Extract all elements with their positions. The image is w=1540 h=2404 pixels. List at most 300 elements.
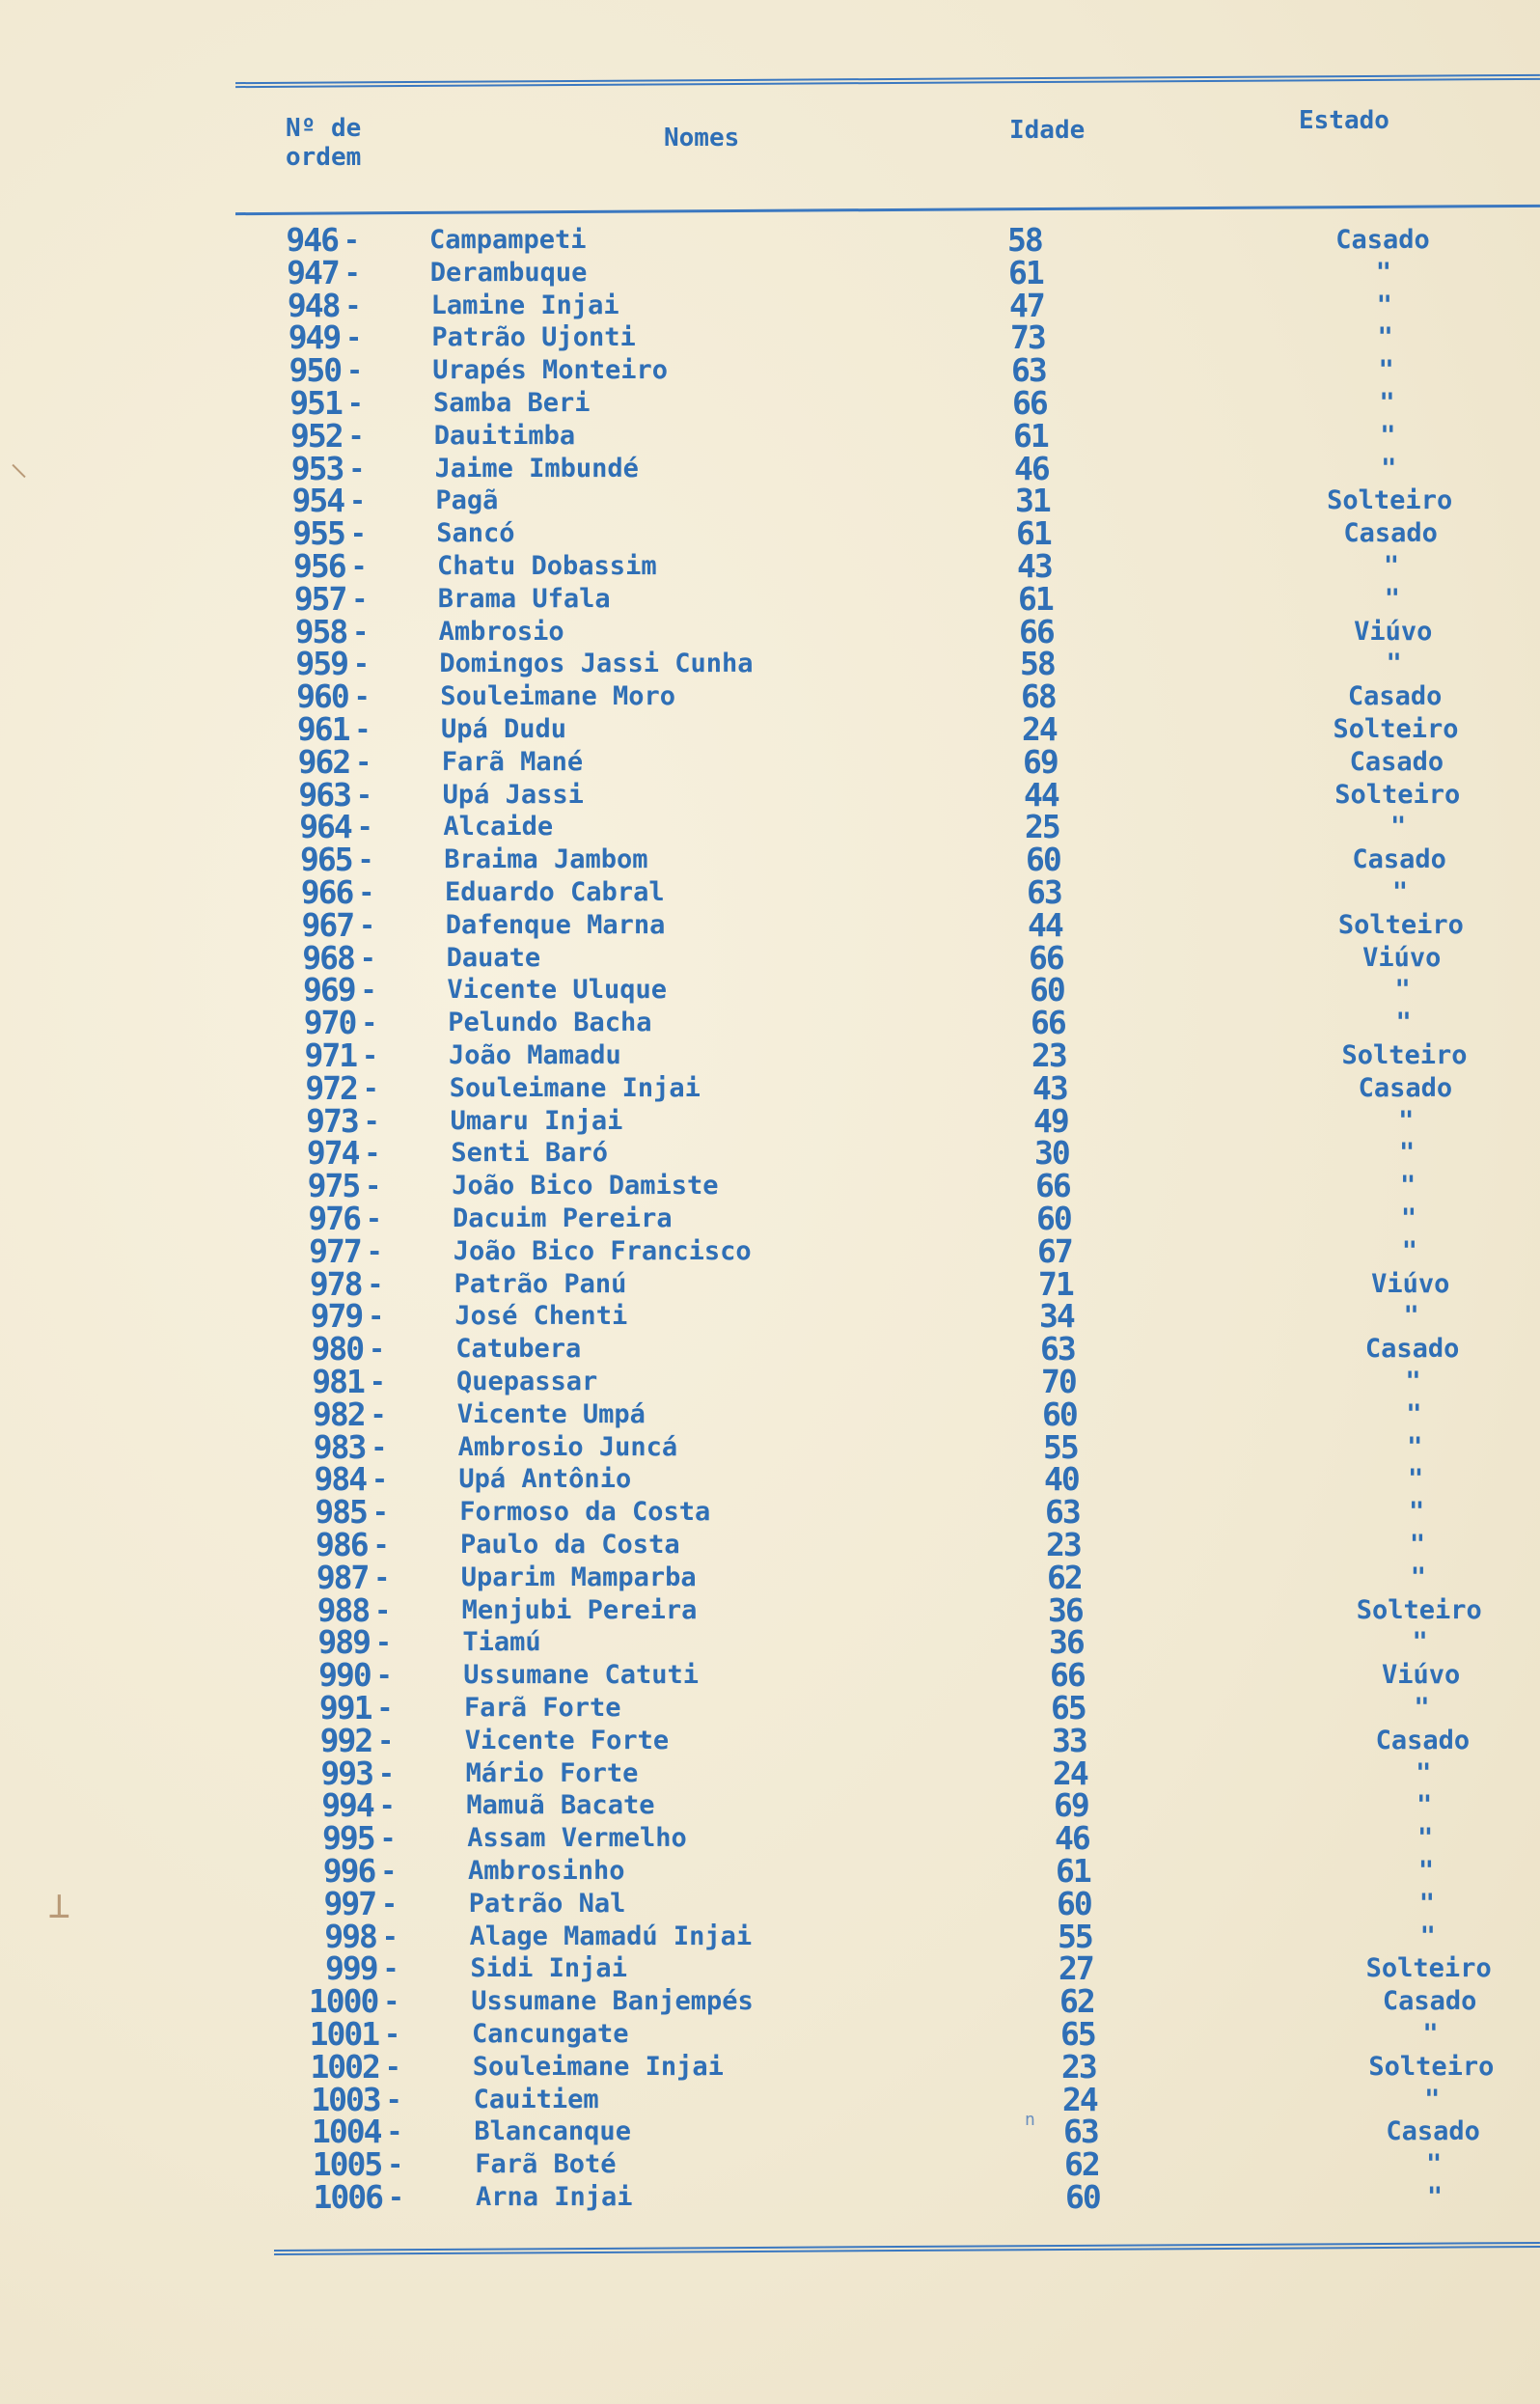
separator-dash: - <box>344 256 361 289</box>
separator-dash: - <box>360 974 377 1007</box>
separator-dash: - <box>380 1855 398 1887</box>
table-row <box>0 1427 1540 1466</box>
table-row <box>0 286 1540 324</box>
separator-dash: - <box>375 1659 393 1692</box>
separator-dash: - <box>377 1724 395 1756</box>
separator-dash: - <box>344 224 360 256</box>
table-row <box>0 1330 1540 1368</box>
marital-status: " <box>1375 257 1392 288</box>
person-name: Dauate <box>446 942 541 973</box>
table-row <box>0 1004 1540 1042</box>
separator-dash: - <box>362 1071 379 1104</box>
separator-dash: - <box>349 484 366 517</box>
separator-dash: - <box>352 615 370 648</box>
person-name: José Chenti <box>454 1301 628 1332</box>
marital-status: " <box>1422 2019 1439 2049</box>
person-age: 24 <box>1022 710 1057 748</box>
person-age: 61 <box>1008 253 1043 291</box>
person-age: 44 <box>1024 775 1059 814</box>
marital-status: " <box>1384 583 1401 614</box>
person-name: Assam Vermelho <box>467 1823 687 1854</box>
table-row <box>0 1134 1540 1173</box>
table-row <box>0 1264 1540 1303</box>
person-name: Farã Boté <box>475 2149 617 2180</box>
table-row <box>0 221 1540 259</box>
person-name: Alcaide <box>443 812 554 843</box>
table-row <box>0 1101 1540 1140</box>
marital-status: Solteiro <box>1368 2051 1495 2082</box>
marital-status: " <box>1416 1823 1434 1854</box>
separator-dash: - <box>379 1822 397 1855</box>
order-number: 993 <box>320 1754 373 1792</box>
marital-status: " <box>1407 1431 1423 1462</box>
order-number: 948 <box>287 286 340 324</box>
person-age: 25 <box>1025 808 1059 846</box>
person-name: Cancungate <box>472 2019 629 2049</box>
person-age: 66 <box>1029 938 1063 977</box>
separator-dash: - <box>378 1789 396 1822</box>
order-number: 965 <box>299 841 352 879</box>
person-age: 63 <box>1027 873 1061 911</box>
marital-status: " <box>1394 975 1411 1006</box>
person-name: Samba Beri <box>433 388 591 418</box>
marital-status: " <box>1416 1790 1433 1821</box>
order-number: 1000 <box>308 1982 378 2021</box>
table-row <box>0 1884 1540 1922</box>
person-name: Patrão Ujonti <box>431 322 636 353</box>
person-age: 69 <box>1054 1786 1088 1825</box>
person-age: 63 <box>1063 2113 1098 2151</box>
person-name: Sidi Injai <box>470 1953 627 1984</box>
person-age: 46 <box>1014 449 1049 487</box>
table-row <box>0 1819 1540 1858</box>
person-age: 71 <box>1038 1264 1073 1303</box>
separator-dash: - <box>387 2148 404 2181</box>
table-row <box>0 579 1540 618</box>
order-number: 980 <box>311 1330 364 1368</box>
marital-status: " <box>1390 812 1407 843</box>
person-name: Ussumane Banjempés <box>471 1986 754 2017</box>
table-row <box>0 2080 1540 2118</box>
table-row <box>0 1656 1540 1695</box>
person-name: Mário Forte <box>465 1757 639 1788</box>
order-number: 1003 <box>311 2080 380 2118</box>
person-name: Urapés Monteiro <box>432 355 669 386</box>
table-row <box>0 547 1540 585</box>
order-number: 970 <box>303 1004 356 1042</box>
marital-status: " <box>1410 1561 1427 1592</box>
person-age: 43 <box>1032 1068 1067 1107</box>
table-row <box>0 351 1540 390</box>
paper-mark-top: ⸜ <box>10 441 29 484</box>
marital-status: Solteiro <box>1327 485 1453 516</box>
separator-dash: - <box>356 811 373 843</box>
separator-dash: - <box>370 1397 387 1430</box>
table-row <box>0 384 1540 422</box>
table-row <box>0 2015 1540 2053</box>
separator-dash: - <box>383 1985 400 2018</box>
header-nomes: Nomes <box>664 124 740 152</box>
table-row <box>0 808 1540 846</box>
order-number: 991 <box>318 1689 371 1727</box>
person-age: 30 <box>1034 1134 1069 1173</box>
table-row <box>0 1526 1540 1563</box>
person-age: 55 <box>1058 1917 1092 1955</box>
person-name: Sancó <box>436 518 515 549</box>
separator-dash: - <box>384 2050 401 2083</box>
marital-status: " <box>1376 290 1392 320</box>
person-age: 67 <box>1037 1231 1072 1270</box>
order-number: 987 <box>316 1558 369 1596</box>
person-age: 49 <box>1033 1101 1068 1140</box>
marital-status: " <box>1386 649 1402 679</box>
person-name: Vicente Uluque <box>447 975 667 1006</box>
order-number: 978 <box>309 1264 362 1303</box>
order-number: 953 <box>290 449 344 487</box>
marital-status: Solteiro <box>1337 909 1464 940</box>
marital-status: Solteiro <box>1341 1040 1468 1070</box>
person-age: 24 <box>1053 1754 1087 1792</box>
marital-status: Viúvo <box>1371 1268 1450 1299</box>
marital-status: " <box>1409 1530 1426 1560</box>
table-row <box>0 1590 1540 1629</box>
person-name: Pelundo Bacha <box>448 1008 652 1038</box>
person-name: Dauitimba <box>433 420 576 451</box>
person-name: Ambrosinho <box>468 1856 625 1886</box>
table-row <box>0 1167 1540 1205</box>
order-number: 974 <box>306 1134 359 1173</box>
order-number: 969 <box>303 971 355 1009</box>
marital-status: " <box>1412 1627 1428 1658</box>
table-row <box>0 318 1540 357</box>
separator-dash: - <box>374 1626 392 1659</box>
order-number: 994 <box>321 1786 373 1825</box>
table-row <box>0 742 1540 781</box>
separator-dash: - <box>381 1920 399 1952</box>
person-age: 73 <box>1010 318 1045 357</box>
order-number: 1002 <box>310 2047 379 2086</box>
order-number: 951 <box>289 384 342 422</box>
separator-dash: - <box>371 1496 389 1529</box>
order-number: 956 <box>293 547 345 585</box>
table-row <box>0 482 1540 520</box>
person-name: Braima Jambom <box>444 844 648 875</box>
marital-status: Casado <box>1343 518 1438 549</box>
person-name: Patrão Nal <box>468 1888 626 1919</box>
marital-status: " <box>1401 1235 1418 1266</box>
marital-status: " <box>1424 2084 1441 2114</box>
person-name: Jaime Imbundé <box>434 453 639 484</box>
order-number: 947 <box>287 253 339 291</box>
order-number: 983 <box>313 1427 366 1466</box>
marital-status: Solteiro <box>1333 714 1459 744</box>
separator-dash: - <box>357 843 374 876</box>
person-age: 40 <box>1044 1460 1079 1499</box>
order-number: 946 <box>286 221 338 259</box>
separator-dash: - <box>385 2083 402 2115</box>
separator-dash: - <box>384 2018 401 2050</box>
order-number: 950 <box>289 351 342 390</box>
order-number: 959 <box>295 645 347 683</box>
person-age: 66 <box>1019 612 1054 650</box>
person-age: 33 <box>1052 1721 1086 1759</box>
marital-status: Casado <box>1347 681 1443 712</box>
marital-status: " <box>1406 1398 1422 1429</box>
order-number: 999 <box>325 1949 377 1988</box>
separator-dash: - <box>364 1137 381 1170</box>
order-number: 976 <box>308 1200 360 1237</box>
table-row <box>0 1363 1540 1400</box>
order-number: 972 <box>305 1068 357 1107</box>
order-number: 996 <box>322 1852 375 1890</box>
separator-dash: - <box>369 1366 386 1397</box>
order-number: 992 <box>319 1721 372 1759</box>
order-number: 988 <box>316 1590 370 1629</box>
marital-status: Casado <box>1358 1072 1453 1103</box>
marital-status: " <box>1395 1008 1412 1038</box>
person-name: Tiamú <box>462 1627 541 1658</box>
table-row <box>0 677 1540 716</box>
table-row <box>0 775 1540 814</box>
person-age: 62 <box>1064 2145 1099 2184</box>
separator-dash: - <box>349 517 367 550</box>
separator-dash: - <box>386 2115 403 2148</box>
table-row <box>0 841 1540 879</box>
person-age: 61 <box>1013 416 1048 455</box>
table-row <box>0 1689 1540 1727</box>
person-age: 23 <box>1031 1036 1066 1074</box>
order-number: 958 <box>294 612 347 650</box>
separator-dash: - <box>352 648 370 680</box>
marital-status: " <box>1405 1367 1421 1396</box>
order-number: 971 <box>304 1036 357 1074</box>
person-age: 60 <box>1030 971 1064 1009</box>
table-row <box>0 253 1540 291</box>
table-row <box>0 2145 1540 2184</box>
person-name: Pagã <box>435 485 499 516</box>
header-idade: Idade <box>1009 116 1086 145</box>
person-age: 44 <box>1028 905 1062 944</box>
marital-status: Casado <box>1386 2116 1480 2147</box>
person-name: Ambrosio <box>438 616 564 647</box>
person-name: Paulo da Costa <box>460 1530 680 1560</box>
person-name: Menjubi Pereira <box>461 1594 698 1625</box>
separator-dash: - <box>361 1007 378 1039</box>
person-age: 63 <box>1045 1493 1080 1532</box>
separator-dash: - <box>374 1593 392 1626</box>
table-row <box>0 938 1540 977</box>
person-name: Souleimane Moro <box>440 681 676 712</box>
marital-status: " <box>1419 1920 1436 1951</box>
table-row <box>0 1297 1540 1336</box>
separator-dash: - <box>368 1300 385 1333</box>
separator-dash: - <box>348 452 366 484</box>
person-name: Blancanque <box>474 2116 631 2147</box>
person-age: 68 <box>1021 677 1056 716</box>
person-age: 47 <box>1009 286 1044 324</box>
order-number: 975 <box>307 1167 360 1205</box>
order-number: 977 <box>309 1231 361 1270</box>
table-row <box>0 645 1540 683</box>
person-name: Catubera <box>455 1334 582 1365</box>
table-row <box>0 1721 1540 1759</box>
table-row <box>0 514 1540 553</box>
person-age: 61 <box>1018 579 1053 618</box>
person-name: Patrão Panú <box>454 1268 627 1299</box>
marital-status: Casado <box>1382 1986 1477 2017</box>
table-row <box>0 416 1540 455</box>
person-age: 34 <box>1039 1297 1074 1336</box>
person-age: 24 <box>1062 2080 1097 2118</box>
person-name: João Bico Francisco <box>453 1235 752 1266</box>
order-number: 1001 <box>309 2015 379 2053</box>
person-age: 60 <box>1065 2178 1100 2216</box>
person-age: 46 <box>1055 1819 1089 1858</box>
person-age: 69 <box>1023 742 1058 781</box>
order-number: 1006 <box>313 2178 382 2216</box>
paper-mark-bottom: ⊥ <box>48 1884 70 1926</box>
person-name: Vicente Forte <box>464 1725 670 1755</box>
person-age: 61 <box>1016 514 1051 553</box>
person-name: Souleimane Injai <box>472 2051 724 2082</box>
marital-status: " <box>1377 322 1393 353</box>
header-ordem: Nº de ordem <box>286 114 362 172</box>
order-number: 989 <box>317 1623 370 1662</box>
separator-dash: - <box>353 680 371 713</box>
marital-status: " <box>1408 1497 1425 1528</box>
separator-dash: - <box>363 1104 380 1137</box>
table-row <box>0 2113 1540 2151</box>
separator-dash: - <box>381 1887 398 1920</box>
marital-status: " <box>1400 1203 1417 1233</box>
table-row <box>0 2178 1540 2216</box>
order-number: 963 <box>298 775 351 814</box>
separator-dash: - <box>351 582 369 615</box>
table-row <box>0 873 1540 911</box>
person-age: 60 <box>1042 1395 1077 1433</box>
order-number: 973 <box>306 1101 358 1140</box>
person-age: 62 <box>1047 1558 1082 1596</box>
person-age: 66 <box>1035 1167 1070 1205</box>
person-name: Lamine Injai <box>430 290 619 320</box>
person-age: 43 <box>1017 547 1052 585</box>
table-row <box>0 1493 1540 1532</box>
table-row <box>0 710 1540 748</box>
order-number: 968 <box>302 938 354 977</box>
marital-status: " <box>1380 420 1396 451</box>
separator-dash: - <box>355 745 372 778</box>
marital-status: " <box>1383 551 1400 581</box>
separator-dash: - <box>373 1561 391 1593</box>
order-number: 985 <box>315 1493 367 1532</box>
separator-dash: - <box>346 354 363 387</box>
order-number: 979 <box>310 1297 363 1336</box>
person-age: 58 <box>1007 221 1042 259</box>
table-row <box>0 1231 1540 1270</box>
person-age: 60 <box>1036 1200 1071 1237</box>
table-row <box>0 1395 1540 1433</box>
separator-dash: - <box>366 1202 382 1234</box>
separator-dash: - <box>345 321 363 354</box>
order-number: 982 <box>312 1395 365 1433</box>
person-name: João Bico Damiste <box>452 1171 719 1202</box>
person-name: Upá Antônio <box>458 1464 632 1495</box>
person-age: 66 <box>1031 1004 1065 1042</box>
person-age: 36 <box>1049 1623 1084 1662</box>
person-age: 62 <box>1059 1982 1094 2021</box>
marital-status: " <box>1414 1693 1430 1723</box>
marital-status: " <box>1417 1856 1435 1886</box>
person-age: 61 <box>1056 1852 1090 1890</box>
person-name: João Mamadu <box>449 1040 621 1070</box>
table-row <box>0 1852 1540 1890</box>
person-name: Farã Mané <box>441 746 584 777</box>
separator-dash: - <box>344 289 362 321</box>
person-age: 65 <box>1060 2015 1095 2053</box>
person-name: Cauitiem <box>473 2084 599 2114</box>
order-number: 954 <box>291 482 344 520</box>
separator-dash: - <box>365 1170 382 1202</box>
marital-status: " <box>1408 1464 1424 1495</box>
person-age: 63 <box>1011 351 1046 390</box>
marital-status: " <box>1426 2182 1444 2212</box>
marital-status: " <box>1381 453 1397 484</box>
table-row <box>0 612 1540 650</box>
marital-status: " <box>1391 877 1409 907</box>
stray-mark: n <box>1025 2110 1035 2130</box>
table-row <box>0 1786 1540 1825</box>
person-age: 58 <box>1020 645 1055 683</box>
marital-status: Solteiro <box>1334 779 1461 810</box>
marital-status: " <box>1399 1138 1416 1169</box>
order-number: 995 <box>321 1819 374 1858</box>
marital-status: " <box>1379 388 1395 418</box>
person-name: Umaru Injai <box>450 1105 623 1136</box>
person-age: 63 <box>1040 1330 1075 1368</box>
person-name: Chatu Dobassim <box>437 551 657 581</box>
separator-dash: - <box>356 778 372 811</box>
marital-status: " <box>1425 2149 1443 2180</box>
order-number: 949 <box>288 318 341 357</box>
person-name: Dacuim Pereira <box>453 1203 673 1233</box>
table-row <box>0 1202 1540 1235</box>
person-name: Farã Forte <box>464 1693 621 1723</box>
person-age: 66 <box>1012 384 1047 422</box>
order-number: 997 <box>323 1884 376 1922</box>
marital-status: Solteiro <box>1356 1594 1482 1625</box>
table-row <box>0 1949 1540 1988</box>
person-name: Ambrosio Juncá <box>457 1431 678 1462</box>
person-age: 23 <box>1061 2047 1096 2086</box>
separator-dash: - <box>388 2181 404 2213</box>
person-name: Vicente Umpá <box>456 1398 646 1429</box>
marital-status: Solteiro <box>1365 1953 1492 1984</box>
person-name: Domingos Jassi Cunha <box>439 649 754 679</box>
person-name: Eduardo Cabral <box>445 877 665 907</box>
marital-status: " <box>1378 355 1394 386</box>
order-number: 986 <box>316 1526 368 1563</box>
separator-dash: - <box>354 713 371 745</box>
order-number: 966 <box>300 873 353 911</box>
order-number: 957 <box>293 579 346 618</box>
order-number: 998 <box>324 1917 376 1955</box>
person-age: 55 <box>1043 1427 1078 1466</box>
separator-dash: - <box>371 1463 388 1496</box>
separator-dash: - <box>366 1234 383 1267</box>
marital-status: Casado <box>1352 844 1446 875</box>
person-age: 70 <box>1041 1363 1076 1400</box>
person-name: Ussumane Catuti <box>463 1660 700 1691</box>
